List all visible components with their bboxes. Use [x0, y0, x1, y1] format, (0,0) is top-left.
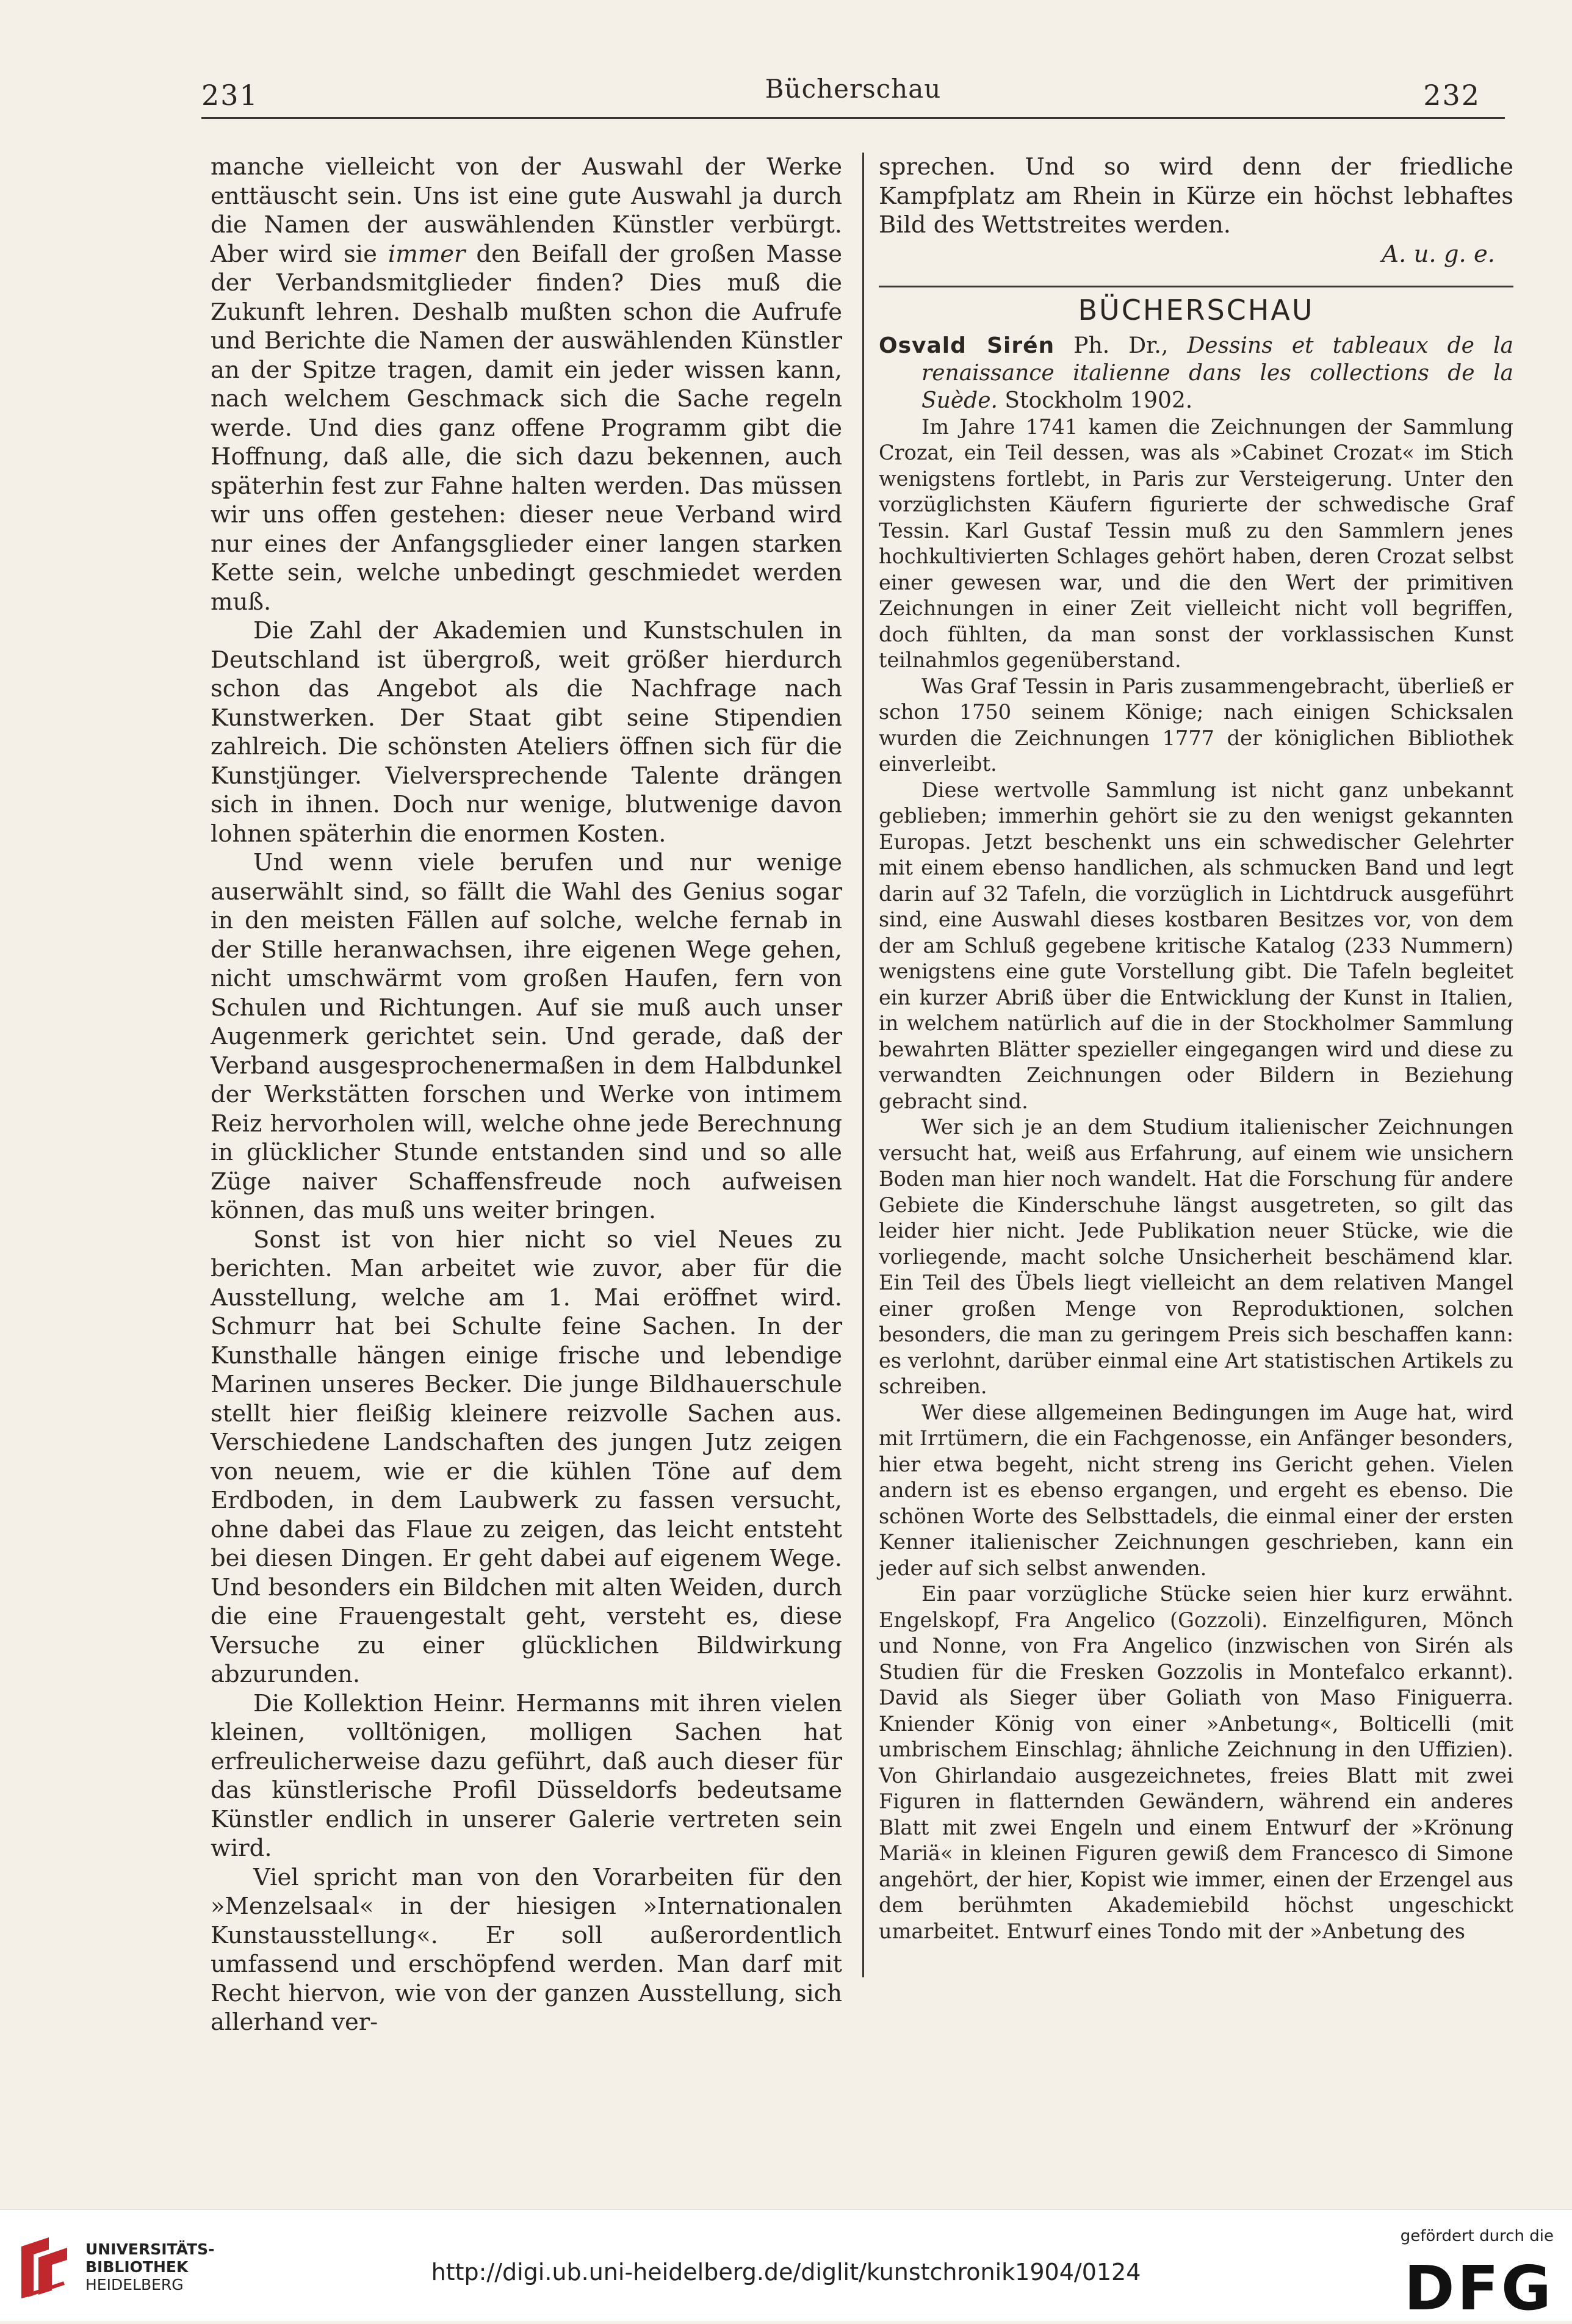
- running-header: [201, 70, 1505, 113]
- left-column: [211, 153, 842, 2037]
- library-name-line3: HEIDELBERG: [85, 2276, 184, 2293]
- running-title: Bücherschau: [765, 74, 942, 104]
- right-paragraph-1: Im Jahre 1741 kamen die Zeichnungen der Sammlung Crozat, ein Teil dessen, was als »Cabinet Crozat« im Stich wenigstens fortlebt, in Paris zur Versteigerung. Unter den vorzüglichsten Käufern figurierte der schwedische Graf Tessin. Karl Gustaf Tessin muß zu den Sammlern jenes hochkultivierten Schlages gehört haben, deren Crozat selbst einer gewesen war, und die den Wert der primitiven Zeichnungen in einer Zeit vielleicht nicht voll begriffen, doch fühlten, da man sonst der vorklassischen Kunst teilnahmlos gegenüberstand.: [879, 414, 1513, 672]
- left-paragraph-4: Sonst ist von hier nicht so viel Neues zu berichten. Man arbeitet wie zuvor, aber für die Ausstellung, welche am 1. Mai eröffnet wird. Schmurr hat bei Schulte feine Sachen. In der Kunsthalle hängen einige frische und lebendige Marinen unseres Becker. Die junge Bildhauerschule stellt hier fleißig kleinere reizvolle Sachen aus. Verschiedene Landschaften des jungen Jutz zeigen von neuem, wie er die kühlen Töne auf dem Erdboden, in dem Laubwerk zu fassen versucht, ohne dabei das Flaue zu zeigen, das leicht entsteht bei diesen Dingen. Er geht dabei auf eigenem Wege. Und besonders ein Bildchen mit alten Weiden, durch die eine Frauengestalt geht, versteht es, diese Versuche zu einer glücklichen Bildwirkung abzurunden.: [211, 1225, 842, 1688]
- library-name-line2: BIBLIOTHEK: [85, 2258, 189, 2276]
- page-number-right: 232: [1423, 79, 1480, 112]
- left-paragraph-6: Viel spricht man von den Vorarbeiten für den »Menzelsaal« in der hiesigen »Internationalen Kunstausstellung«. Er soll außerordentlich umfassend und erschöpfend werden. Man darf mit Recht hiervon, wie von der ganzen Ausstellung, sich allerhand ver-: [211, 1863, 842, 2036]
- author-signature: A. u. g. e.: [1382, 240, 1495, 268]
- dfg-logo: DFG: [1404, 2253, 1554, 2324]
- column-divider: [862, 153, 864, 1977]
- left-paragraph-3: Und wenn viele berufen und nur wenige auserwählt sind, so fällt die Wahl des Genius sogar in den meisten Fällen auf solche, welche fernab in der Stille heranwachsen, ihre eigenen Wege gehen, nicht umschwärmt vom großen Haufen, fern von Schulen und Richtungen. Auf sie muß auch unser Augenmerk gerichtet sein. Und gerade, daß der Verband ausgesprochenermaßen in dem Halbdunkel der Werkstätten forschen und Werke von intimem Reiz hervorholen will, welche ohne jede Berechnung in glücklicher Stunde entstanden sind und so alle Züge naiver Schaffensfreude noch aufweisen können, das muß uns weiter bringen.: [211, 849, 842, 1224]
- right-paragraph-4: Wer sich je an dem Studium italienischer Zeichnungen versucht hat, weiß aus Erfahrung, auf einem wie unsichern Boden man hier noch wandelt. Hat die Forschung für andere Gebiete die Kinderschuhe längst ausgetreten, so gilt das leider hier nicht. Jede Publikation neuer Stücke, wie die vorliegende, macht solche Unsicherheit beschämend klar. Ein Teil des Übels liegt vielleicht an dem relativen Mangel einer großen Menge von Reproduktionen, solchen besonders, die man zu geringem Preis sich beschaffen kann: es verlohnt, darüber einmal eine Art statistischen Artikels zu schreiben.: [879, 1115, 1513, 1398]
- left-paragraph-2: Die Zahl der Akademien und Kunstschulen in Deutschland ist übergroß, weit größer hierdurch schon das Angebot als die Nachfrage nach Kunstwerken. Der Staat gibt seine Stipendien zahlreich. Die schönsten Ateliers öffnen sich für die Kunstjünger. Vielversprechende Talente drängen sich in ihnen. Doch nur wenige, blutwenige davon lohnen späterhin die enormen Kosten.: [211, 617, 842, 848]
- right-column: [879, 153, 1513, 1944]
- right-paragraph-3: Diese wertvolle Sammlung ist nicht ganz unbekannt geblieben; immerhin gehört sie zu den wenigst gekannten Europas. Jetzt beschenkt uns ein schwedischer Gelehrter mit einem ebenso handlichen, als schmucken Band und legt darin auf 32 Tafeln, die vorzüglich in Lichtdruck ausgeführt sind, eine Auswahl dieses kostbaren Besitzes vor, von dem der am Schluß gegebene kritische Katalog (233 Nummern) wenigstens eine gute Vorstellung gibt. Die Tafeln begleitet ein kurzer Abriß über die Entwicklung der Kunst in Italien, in welchem natürlich auf die in der Stockholmer Sammlung bewahrten Blätter spezieller eingegangen wird und diese zu verwandten Zeichnungen oder Bildern in Beziehung gebracht sind.: [879, 778, 1513, 1113]
- viewer-footer: [0, 2209, 1572, 2324]
- continuation-paragraph: [879, 153, 1513, 240]
- entry-place: Stockholm 1902.: [997, 388, 1193, 413]
- sponsor-caption: gefördert durch die: [1400, 2227, 1554, 2245]
- entry-title: Dessins et tableaux de la renaissance italienne dans les collections de la Suède.: [921, 333, 1514, 413]
- right-paragraph-2: Was Graf Tessin in Paris zusammengebracht, überließ er schon 1750 seinem Könige; nach einigen Schicksalen wurden die Zeichnungen 1777 der königlichen Bibliothek einverleibt.: [879, 674, 1513, 776]
- section-rule: [879, 286, 1513, 287]
- section-heading: BÜCHERSCHAU: [1078, 294, 1314, 327]
- header-rule: [201, 117, 1505, 119]
- right-paragraph-5: Wer diese allgemeinen Bedingungen im Auge hat, wird mit Irrtümern, die ein Fachgenosse, ein Anfänger besonders, hier etwa begeht, nicht streng ins Gericht gehen. Vielen andern ist es ebenso ergangen, und ergeht es ebenso. Die schönen Worte des Selbsttadels, die einmal einer der ersten Kenner italienischer Zeichnungen geschrieben, kann ein jeder auf sich selbst anwenden.: [879, 1400, 1513, 1580]
- entry-author: Osvald Sirén: [879, 333, 1055, 358]
- library-name-line1: UNIVERSITÄTS-: [85, 2240, 215, 2258]
- continuation-text: sprechen. Und so wird denn der friedliche Kampfplatz am Rhein in Kürze ein höchst lebhaftes Bild des Wettstreites werden.: [879, 153, 1513, 239]
- left-paragraph-1: manche vielleicht von der Auswahl der Werke enttäuscht sein. Uns ist eine gute Auswahl ja durch die Namen der auswählenden Künstler verbürgt. Aber wird sie immer den Beifall der großen Masse der Verbandsmitglieder finden? Dies muß die Zukunft lehren. Deshalb mußten schon die Aufrufe und Berichte die Namen der auswählenden Künstler an der Spitze tragen, damit ein jeder wissen kann, nach welchem Geschmack sich die Sache regeln werde. Und dies ganz offene Programm gibt die Hoffnung, daß alle, die sich dazu bekennen, auch späterhin fest zur Fahne halten werden. Das müssen wir uns offen gestehen: dieser neue Verband wird nur eines der Anfangsglieder einer langen starken Kette sein, welche unbedingt geschmiedet werden muß.: [211, 153, 842, 616]
- emphasis-word: immer: [388, 240, 466, 268]
- page-number-left: 231: [201, 79, 259, 112]
- document-url-link[interactable]: http://digi.ub.uni-heidelberg.de/diglit/kunstchronik1904/0124: [431, 2259, 1141, 2286]
- left-paragraph-5: Die Kollektion Heinr. Hermanns mit ihren vielen kleinen, volltönigen, molligen Sachen hat erfreulicherweise dazu geführt, daß auch dieser für das künstlerische Profil Düsseldorfs bedeutsame Künstler endlich in unserer Galerie vertreten sein wird.: [211, 1689, 842, 1862]
- right-paragraph-6: Ein paar vorzügliche Stücke seien hier kurz erwähnt. Engelskopf, Fra Angelico (Gozzoli). Einzelfiguren, Mönch und Nonne, von Fra Angelico (inzwischen von Sirén als Studien für die Fresken Gozzolis in Montefalco erkannt). David als Sieger über Goliath von Maso Finiguerra. Kniender König von einer »Anbetung«, Bolticelli (mit umbrischem Einschlag; ähnliche Zeichnung in den Uffizien). Von Ghirlandaio ausgezeichnetes, freies Blatt mit zwei Figuren in flatternden Gewändern, während ein anderes Blatt mit zwei Engeln und einem Entwurf der »Krönung Mariä« in kleinen Figuren gewiß dem Francesco di Simone angehört, der hier, Kopist wie immer, einen der Erzengel aus dem berühmten Akademiebild höchst ungeschickt umarbeitet. Entwurf eines Tondo mit der »Anbetung des: [879, 1582, 1513, 1943]
- book-entry: [879, 332, 1513, 414]
- entry-degree: Ph. Dr.,: [1055, 333, 1188, 358]
